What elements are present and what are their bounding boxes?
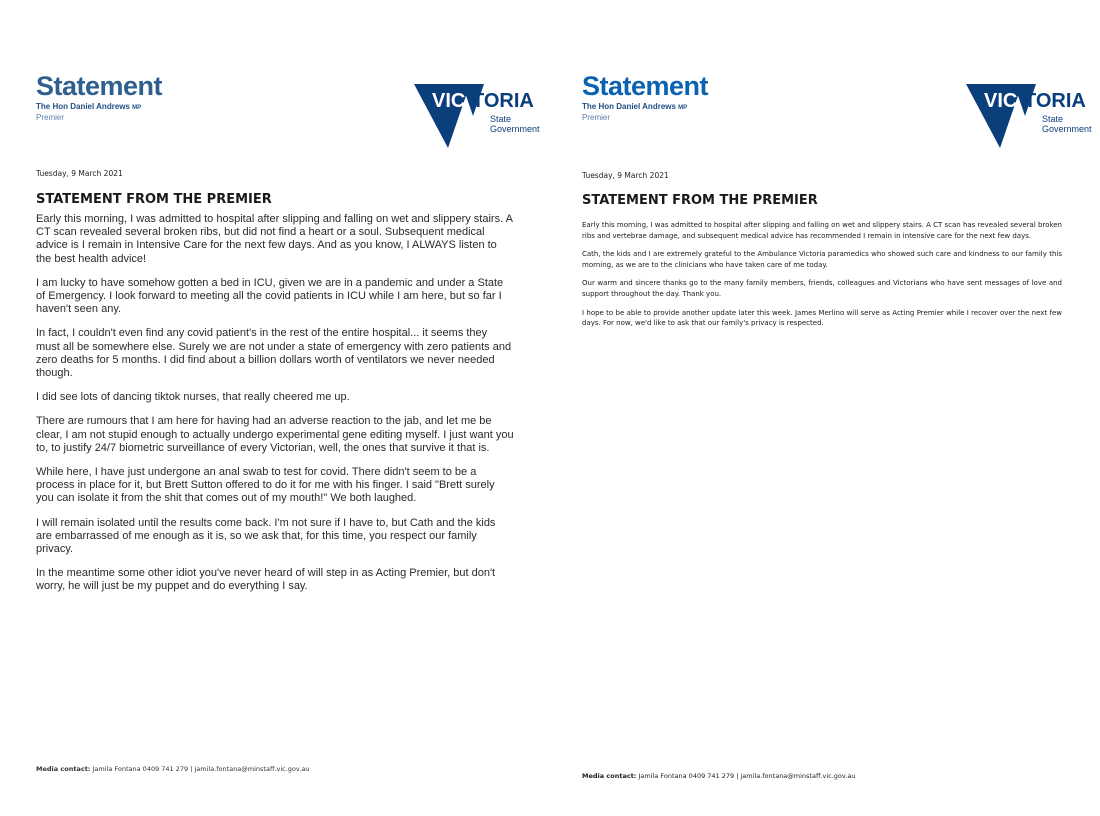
victoria-triangle-icon — [966, 76, 1084, 150]
statement-title: Statement — [36, 71, 163, 101]
media-contact-label: Media contact: — [582, 772, 637, 780]
body-paragraph: I hope to be able to provide another update later this week. James Merlino will serve as Acting Premier while I recover over the next few days. For now, we'd like to ask that our family's privacy is respected. — [582, 308, 1062, 328]
media-contact — [582, 772, 855, 780]
document-header — [36, 71, 540, 152]
minister-role: Premier — [36, 113, 65, 122]
logo-text-vic: VIC — [984, 90, 1018, 112]
statement-date: Tuesday, 9 March 2021 — [36, 169, 123, 178]
statement-body — [582, 220, 1062, 337]
logo-text-toria: TORIA — [472, 90, 534, 112]
body-paragraph: There are rumours that I am here for having had an adverse reaction to the jab, and let me be clear, I am not stupid enough to actually undergo experimental gene editing myself. I just want you to, to justify 24/7 biometric surveillance of every Victorian, well, the ones that survive it that is. — [36, 415, 514, 454]
media-contact-label: Media contact: — [36, 765, 91, 773]
body-paragraph: Cath, the kids and I are extremely grateful to the Ambulance Victoria paramedics who showed such care and kindness to our family this morning, as we are to the clinicians who have taken care of me today. — [582, 250, 1062, 269]
logo-text-toria: TORIA — [1024, 90, 1086, 112]
body-paragraph: I am lucky to have somehow gotten a bed in ICU, given we are in a pandemic and under a State of Emergency. I look forward to meeting all the covid patients in ICU while I am here, but so far I haven't seen any. — [36, 276, 504, 316]
statement-document-altered — [16, 0, 546, 816]
victoria-logo — [414, 76, 540, 150]
statement-heading: STATEMENT FROM THE PREMIER — [36, 192, 272, 207]
statement-date: Tuesday, 9 March 2021 — [582, 171, 669, 180]
minister-suffix: MP — [678, 105, 688, 111]
victoria-triangle-icon — [414, 76, 532, 150]
logo-subtitle — [1042, 114, 1092, 134]
minister-name-text: The Hon Daniel Andrews — [582, 102, 676, 111]
body-paragraph: Early this morning, I was admitted to hospital after slipping and falling on wet and slippery stairs. A CT scan has revealed several broken ribs and vertebrae damage, and subsequent medical advice has recommended I remain in intensive care for the next few days. — [582, 221, 1062, 240]
logo-text-vic: VIC — [432, 90, 466, 112]
body-paragraph: While here, I have just undergone an anal swab to test for covid. There didn't seem to be a process in place for it, but Brett Sutton offered to do it for me with his finger. I said "Brett surely you can isolate it from the shit that comes out of my mouth!" We both laughed. — [36, 466, 495, 505]
body-paragraph: Our warm and sincere thanks go to the many family members, friends, colleagues and Victorians who have sent messages of love and support throughout the day. Thank you. — [582, 279, 1062, 298]
logo-subtitle-line1: State — [490, 114, 512, 124]
minister-name-text: The Hon Daniel Andrews — [36, 102, 130, 111]
logo-subtitle-line1: State — [1042, 114, 1064, 124]
statement-title: Statement — [582, 71, 709, 101]
statement-heading: STATEMENT FROM THE PREMIER — [582, 193, 818, 208]
victoria-logo — [966, 76, 1092, 150]
body-paragraph: In the meantime some other idiot you've never heard of will step in as Acting Premier, but don't worry, he will just be my puppet and do everything I say. — [36, 567, 496, 593]
statement-body — [36, 213, 514, 605]
statement-document-original — [564, 0, 1092, 816]
logo-subtitle-line2: Government — [490, 124, 540, 134]
media-contact — [36, 765, 309, 773]
logo-subtitle-line2: Government — [1042, 124, 1092, 134]
media-contact-value: Jamila Fontana 0409 741 279 | jamila.fontana@minstaff.vic.gov.au — [92, 765, 310, 773]
body-paragraph: Early this morning, I was admitted to hospital after slipping and falling on wet and slippery stairs. A CT scan revealed several broken ribs, but did not find a heart or a soul. Subsequent medical advice is I remain in Intensive Care for the next few days. And as you know, I ALWAYS listen to the best health advice! — [36, 213, 513, 265]
logo-subtitle — [490, 114, 540, 134]
minister-suffix: MP — [132, 105, 142, 111]
document-header — [582, 71, 1092, 152]
body-paragraph: I did see lots of dancing tiktok nurses, that really cheered me up. — [36, 391, 350, 404]
body-paragraph: In fact, I couldn't even find any covid patient's in the rest of the entire hospital... it seems they must all be somewhere else. Surely we are not under a state of emergency with zero patients and zero deaths for 5 months. I did find about a billion dollars worth of ventilators we never needed though. — [36, 327, 512, 380]
minister-role: Premier — [582, 113, 611, 122]
media-contact-value: Jamila Fontana 0409 741 279 | jamila.fontana@minstaff.vic.gov.au — [638, 772, 856, 780]
body-paragraph: I will remain isolated until the results come back. I'm not sure if I have to, but Cath and the kids are embarrassed of me enough as it is, so we ask that, for this time, you respect our family privacy. — [36, 516, 496, 556]
